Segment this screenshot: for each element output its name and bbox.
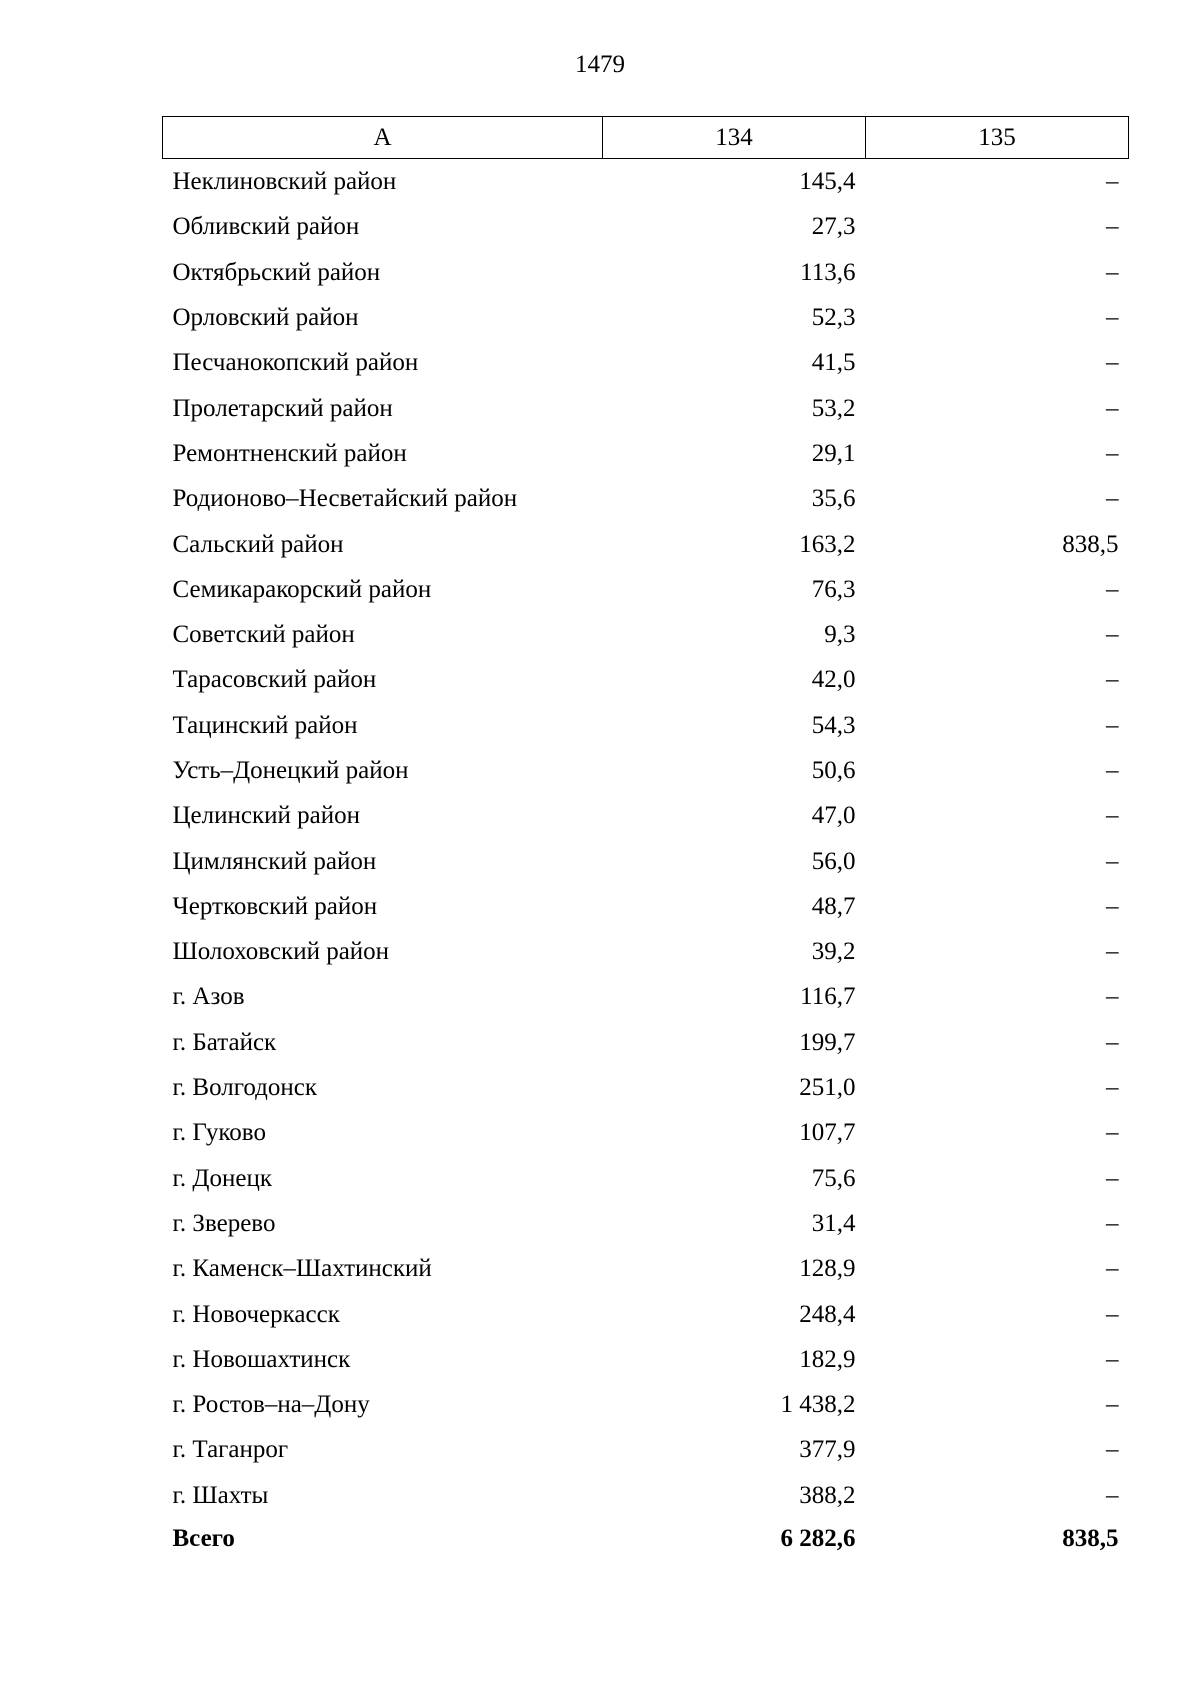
table-row (163, 703, 1129, 748)
row-col-134: 182,9 (799, 1345, 856, 1373)
table-row (163, 385, 1129, 430)
row-col-134: 75,6 (811, 1164, 856, 1192)
row-col-135: – (1106, 394, 1119, 422)
row-name: Советский район (172, 621, 355, 649)
row-col-135: – (1106, 1119, 1119, 1147)
row-col-135: – (1106, 983, 1119, 1011)
row-name: Чертковский район (172, 892, 378, 920)
row-col-134: 41,5 (811, 349, 856, 377)
row-col-134: 107,7 (799, 1119, 856, 1147)
table-row (163, 1291, 1129, 1336)
row-col-135: – (1106, 802, 1119, 830)
row-col-135: – (1106, 575, 1119, 603)
row-col-134: 39,2 (811, 938, 856, 966)
row-col-135: – (1106, 439, 1119, 467)
row-col-134: 128,9 (799, 1255, 856, 1283)
row-name: Ремонтненский район (172, 439, 407, 467)
row-col-134: 53,2 (811, 394, 856, 422)
table-row (163, 295, 1129, 340)
row-col-134: 76,3 (811, 575, 856, 603)
row-col-134: 42,0 (811, 666, 856, 694)
row-name: Октябрьский район (172, 258, 381, 286)
data-table (162, 116, 1129, 1560)
table-row (163, 1382, 1129, 1427)
table-row (163, 1201, 1129, 1246)
row-name: г. Гуково (172, 1119, 266, 1147)
row-name: г. Каменск–Шахтинский (172, 1255, 432, 1283)
header-col-134: 134 (603, 117, 866, 159)
row-name: г. Новошахтинск (172, 1345, 351, 1373)
row-name: Пролетарский район (172, 394, 393, 422)
row-col-135: – (1106, 1481, 1119, 1509)
row-col-134: 251,0 (799, 1074, 856, 1102)
row-col-134: 52,3 (811, 304, 856, 332)
table-row (163, 431, 1129, 476)
row-col-134: 388,2 (799, 1481, 856, 1509)
row-name: г. Таганрог (172, 1436, 289, 1464)
row-name: Обливский район (172, 213, 360, 241)
row-col-135: – (1106, 1255, 1119, 1283)
header-row (163, 117, 1129, 159)
row-name: г. Ростов–на–Дону (172, 1391, 370, 1419)
table-row (163, 1156, 1129, 1201)
total-col-134: 6 282,6 (780, 1524, 856, 1552)
row-name: Усть–Донецкий район (172, 757, 409, 784)
table-row (163, 476, 1129, 521)
row-name: г. Новочеркасск (172, 1300, 340, 1328)
total-row (163, 1518, 1129, 1560)
table-row (163, 612, 1129, 657)
row-name: г. Азов (172, 983, 245, 1011)
row-col-135: – (1106, 349, 1119, 377)
row-col-134: 9,3 (824, 621, 856, 649)
row-col-134: 56,0 (811, 847, 856, 875)
table-row (163, 838, 1129, 883)
total-col-135: 838,5 (1062, 1524, 1119, 1552)
table-row (163, 974, 1129, 1019)
table-row (163, 884, 1129, 929)
row-name: Неклиновский район (172, 168, 397, 196)
row-col-134: 1 438,2 (780, 1391, 856, 1419)
row-name: Тарасовский район (172, 666, 377, 694)
row-col-134: 47,0 (811, 802, 856, 830)
table-row (163, 340, 1129, 385)
row-name: Песчанокопский район (172, 349, 419, 377)
row-col-135: – (1106, 1436, 1119, 1464)
table-row (163, 521, 1129, 566)
row-col-134: 48,7 (811, 892, 856, 920)
row-col-135: – (1106, 213, 1119, 241)
row-col-135: 838,5 (1062, 530, 1119, 558)
row-name: г. Батайск (172, 1028, 277, 1056)
row-col-135: – (1106, 757, 1119, 784)
row-name: Сальский район (172, 530, 344, 558)
table-row (163, 929, 1129, 974)
table-row (163, 1473, 1129, 1518)
row-name: Целинский район (172, 802, 360, 830)
row-col-135: – (1106, 847, 1119, 875)
row-col-135: – (1106, 1028, 1119, 1056)
row-col-135: – (1106, 485, 1119, 513)
row-col-134: 29,1 (811, 439, 856, 467)
row-col-135: – (1106, 168, 1119, 196)
table-row (163, 1427, 1129, 1472)
row-col-135: – (1106, 1300, 1119, 1328)
table-row (163, 1337, 1129, 1382)
row-col-135: – (1106, 938, 1119, 966)
row-name: г. Донецк (172, 1164, 272, 1192)
row-col-135: – (1106, 621, 1119, 649)
row-col-135: – (1106, 304, 1119, 332)
table-row (163, 1110, 1129, 1155)
row-name: Цимлянский район (172, 847, 377, 875)
row-col-134: 27,3 (811, 213, 856, 241)
header-col-a: А (163, 117, 603, 159)
row-col-134: 116,7 (800, 983, 856, 1011)
row-col-134: 54,3 (811, 711, 856, 739)
table-row (163, 159, 1129, 205)
row-col-135: – (1106, 1164, 1119, 1192)
row-col-134: 199,7 (799, 1028, 856, 1056)
row-name: Шолоховский район (172, 938, 390, 966)
row-name: Орловский район (172, 304, 359, 332)
table-row (163, 748, 1129, 793)
row-name: Родионово–Несветайский район (172, 485, 518, 513)
table-body (163, 159, 1129, 1518)
table-row (163, 1246, 1129, 1291)
row-col-135: – (1106, 1345, 1119, 1373)
row-col-134: 377,9 (799, 1436, 856, 1464)
row-col-134: 50,6 (811, 757, 856, 784)
row-col-134: 31,4 (811, 1209, 856, 1237)
row-col-135: – (1106, 1074, 1119, 1102)
row-col-134: 248,4 (799, 1300, 856, 1328)
row-name: г. Волгодонск (172, 1074, 318, 1102)
row-col-135: – (1106, 1209, 1119, 1237)
row-col-135: – (1106, 1391, 1119, 1419)
table-row (163, 793, 1129, 838)
row-col-135: – (1106, 258, 1119, 286)
row-col-135: – (1106, 892, 1119, 920)
row-col-134: 35,6 (811, 485, 856, 513)
row-col-134: 113,6 (800, 258, 856, 286)
table-row (163, 250, 1129, 295)
total-label: Всего (172, 1524, 235, 1552)
row-col-134: 163,2 (799, 530, 856, 558)
table-row (163, 1065, 1129, 1110)
row-col-134: 145,4 (799, 168, 856, 196)
table-row (163, 1020, 1129, 1065)
row-name: г. Шахты (172, 1481, 269, 1509)
row-col-135: – (1106, 711, 1119, 739)
table-row (163, 657, 1129, 702)
row-name: Тацинский район (172, 711, 358, 739)
row-name: г. Зверево (172, 1209, 276, 1237)
header-col-135: 135 (866, 117, 1129, 159)
table-row (163, 204, 1129, 249)
row-col-135: – (1106, 666, 1119, 694)
page-number: 1479 (575, 51, 625, 78)
table-row (163, 567, 1129, 612)
row-name: Семикаракорский район (172, 575, 432, 603)
